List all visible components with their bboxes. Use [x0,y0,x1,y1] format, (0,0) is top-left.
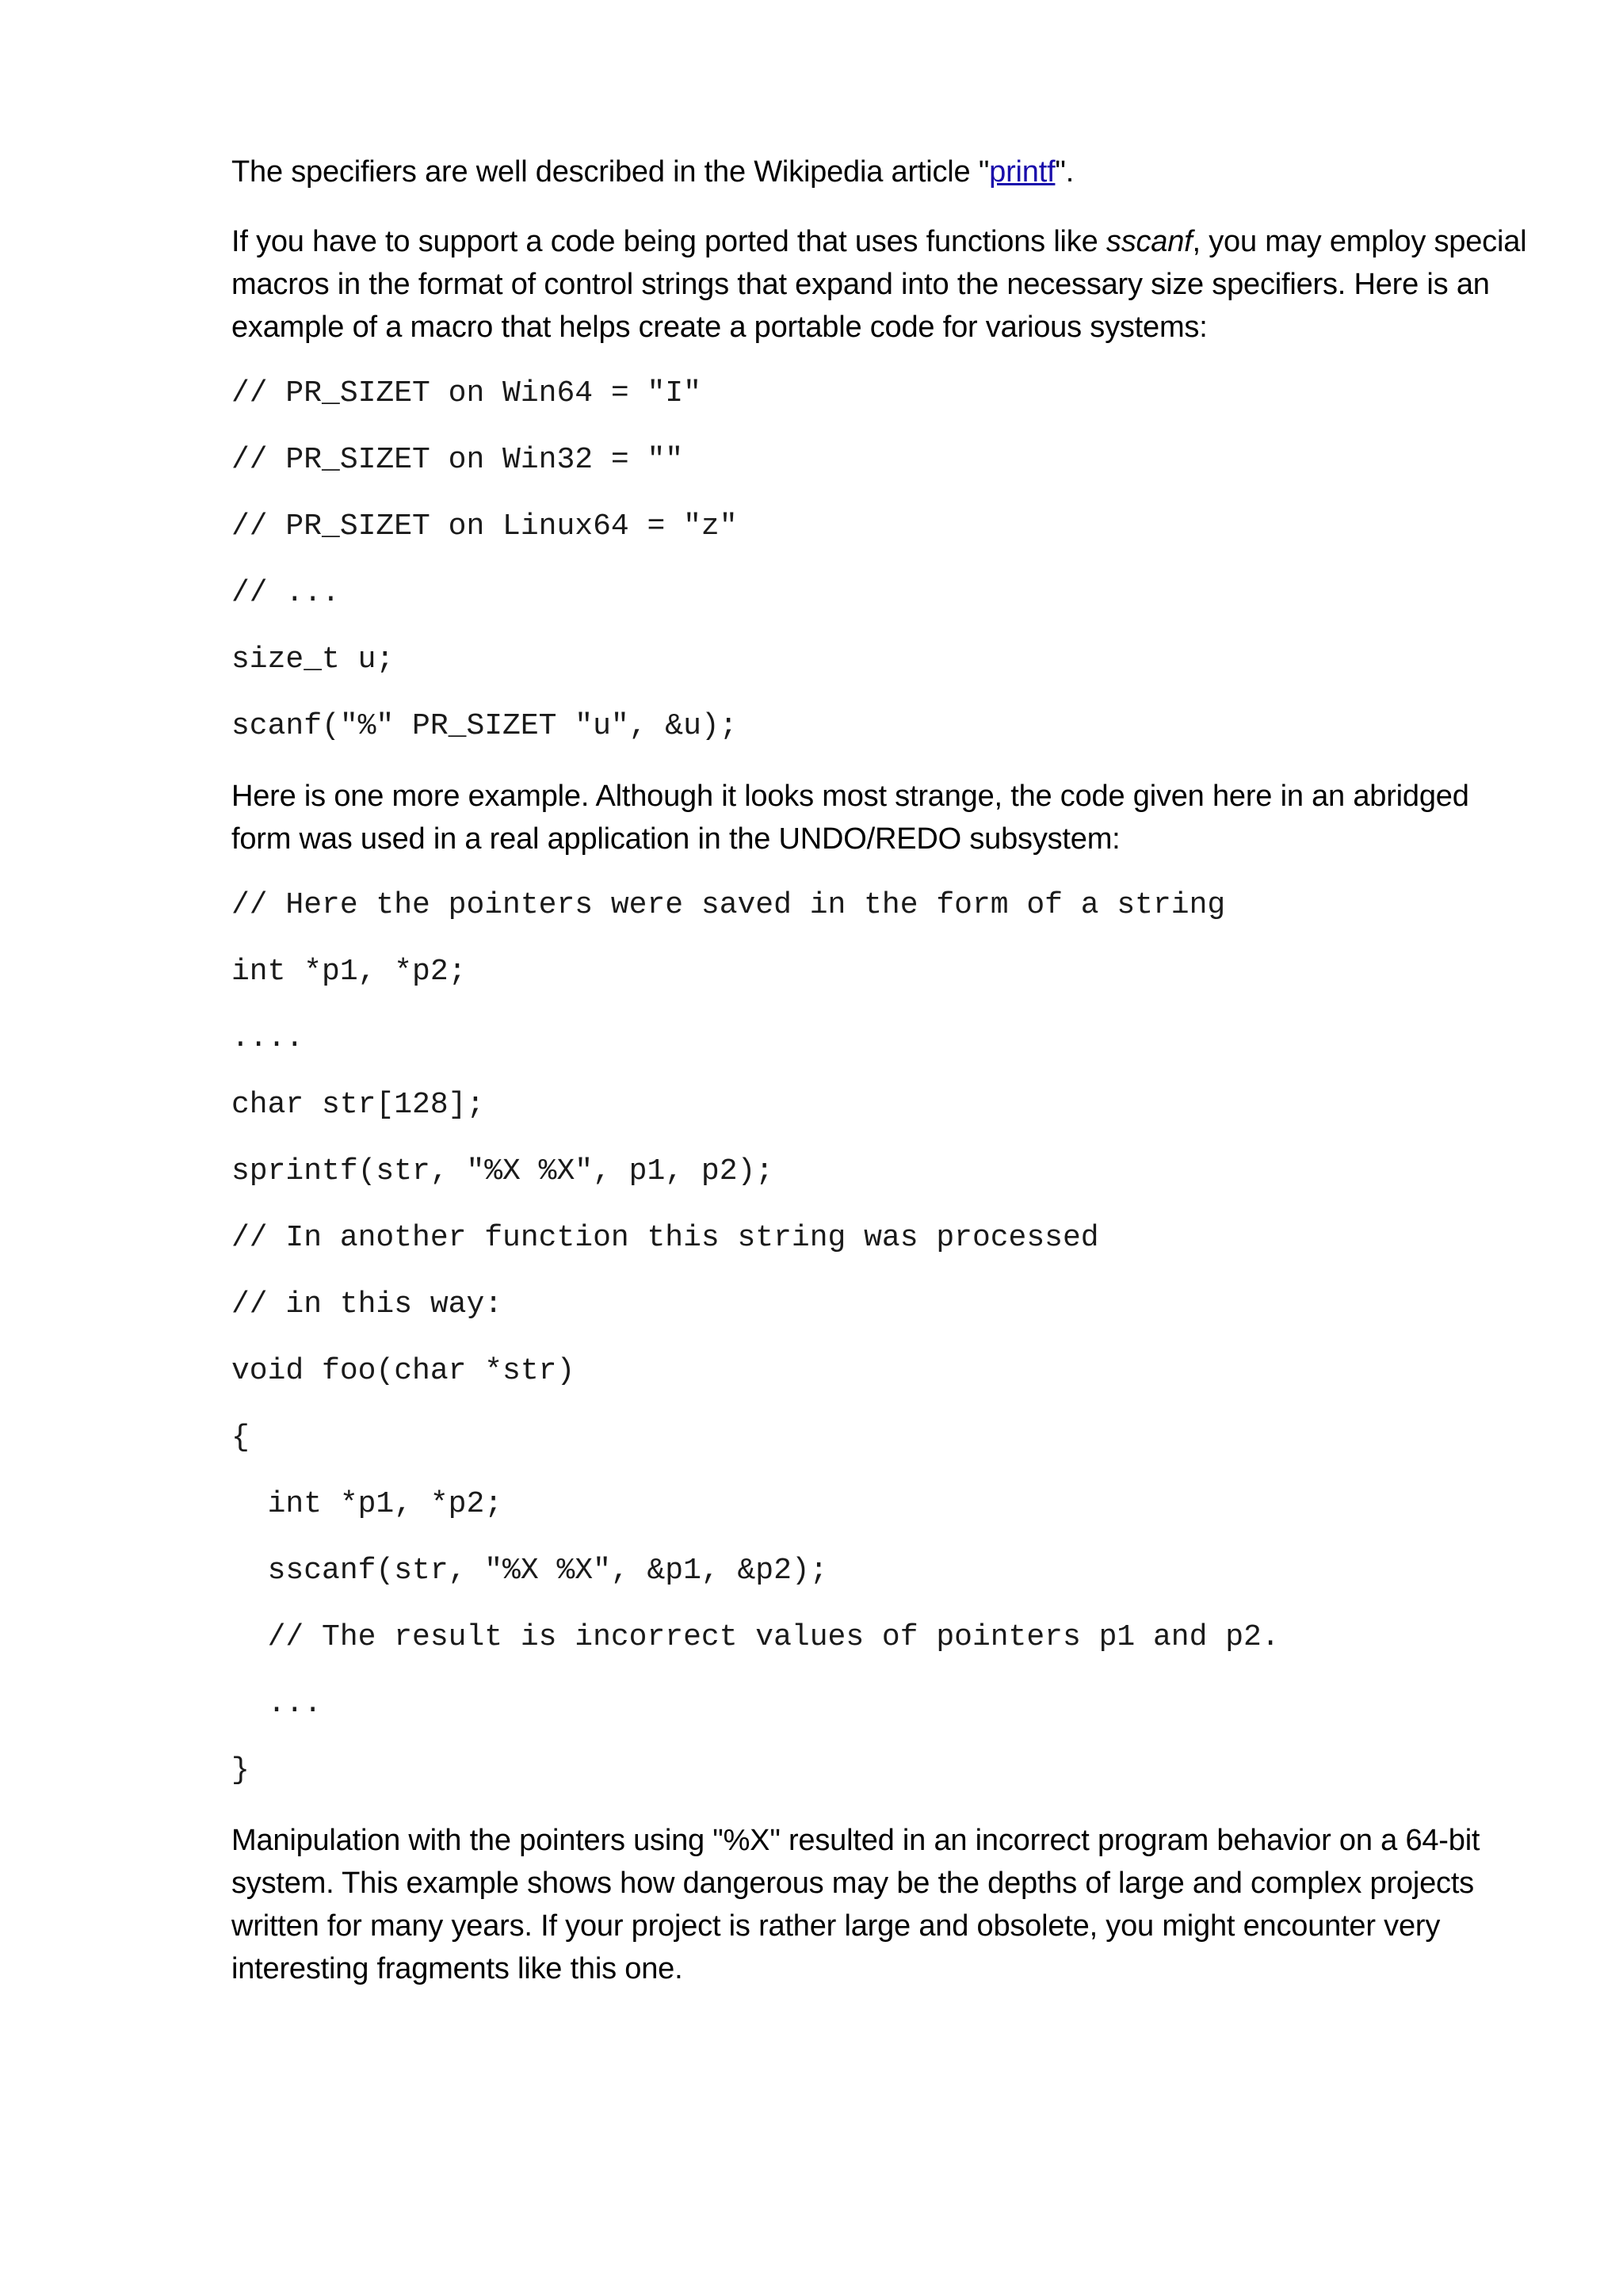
code-line: ... [231,1687,323,1721]
undo-redo-paragraph: Here is one more example. Although it looks most strange, the code given here in an abridged form was used in a real application in the UNDO/REDO subsystem: [231,780,1469,856]
code-line: int *p1, *p2; [231,1487,503,1521]
code-line: // Here the pointers were saved in the form of a string [231,888,1226,922]
code-line: int *p1, *p2; [231,955,467,989]
printf-link[interactable]: printf [989,155,1056,189]
code-line: size_t u; [231,643,395,677]
code-line: sprintf(str, "%X %X", p1, p2); [231,1154,774,1188]
sscanf-text-after: , you may employ special macros in the format of control strings that expand into the necessary size specifiers. Here is an example of a macro that helps create a portable code for various systems: [231,225,1527,344]
conclusion-paragraph: Manipulation with the pointers using "%X" resulted in an incorrect program behavior on a 64-bit system. This example shows how dangerous may be the depths of large and complex projects written for many years. If your project is rather large and obsolete, you might encounter very interesting fragments like this one. [231,1824,1480,1985]
code-line: // PR_SIZET on Linux64 = "z" [231,509,738,543]
code-line: // in this way: [231,1287,503,1322]
code-line: } [231,1753,250,1787]
macro-code-block [231,376,1531,745]
document-page [231,151,1531,2017]
intro-text-after: ". [1055,155,1075,189]
code-line: char str[128]; [231,1088,485,1122]
code-line: { [231,1421,250,1455]
intro-text-before: The specifiers are well described in the Wikipedia article " [231,155,990,189]
code-line: // In another function this string was processed [231,1221,1099,1255]
code-line: // ... [231,576,340,610]
code-line: .... [231,1021,304,1055]
code-line: // The result is incorrect values of pointers p1 and p2. [231,1620,1280,1654]
sscanf-text-before: If you have to support a code being ported that uses functions like [231,225,1106,258]
sscanf-emphasis: sscanf [1106,225,1193,258]
code-line: void foo(char *str) [231,1354,575,1388]
code-line: // PR_SIZET on Win32 = "" [231,443,684,477]
code-line: scanf("%" PR_SIZET "u", &u); [231,709,738,743]
sscanf-paragraph [231,220,1531,349]
code-line: sscanf(str, "%X %X", &p1, &p2); [231,1554,828,1588]
intro-paragraph [231,151,1531,193]
pointer-code-block [231,887,1531,1789]
code-line: // PR_SIZET on Win64 = "I" [231,376,701,410]
